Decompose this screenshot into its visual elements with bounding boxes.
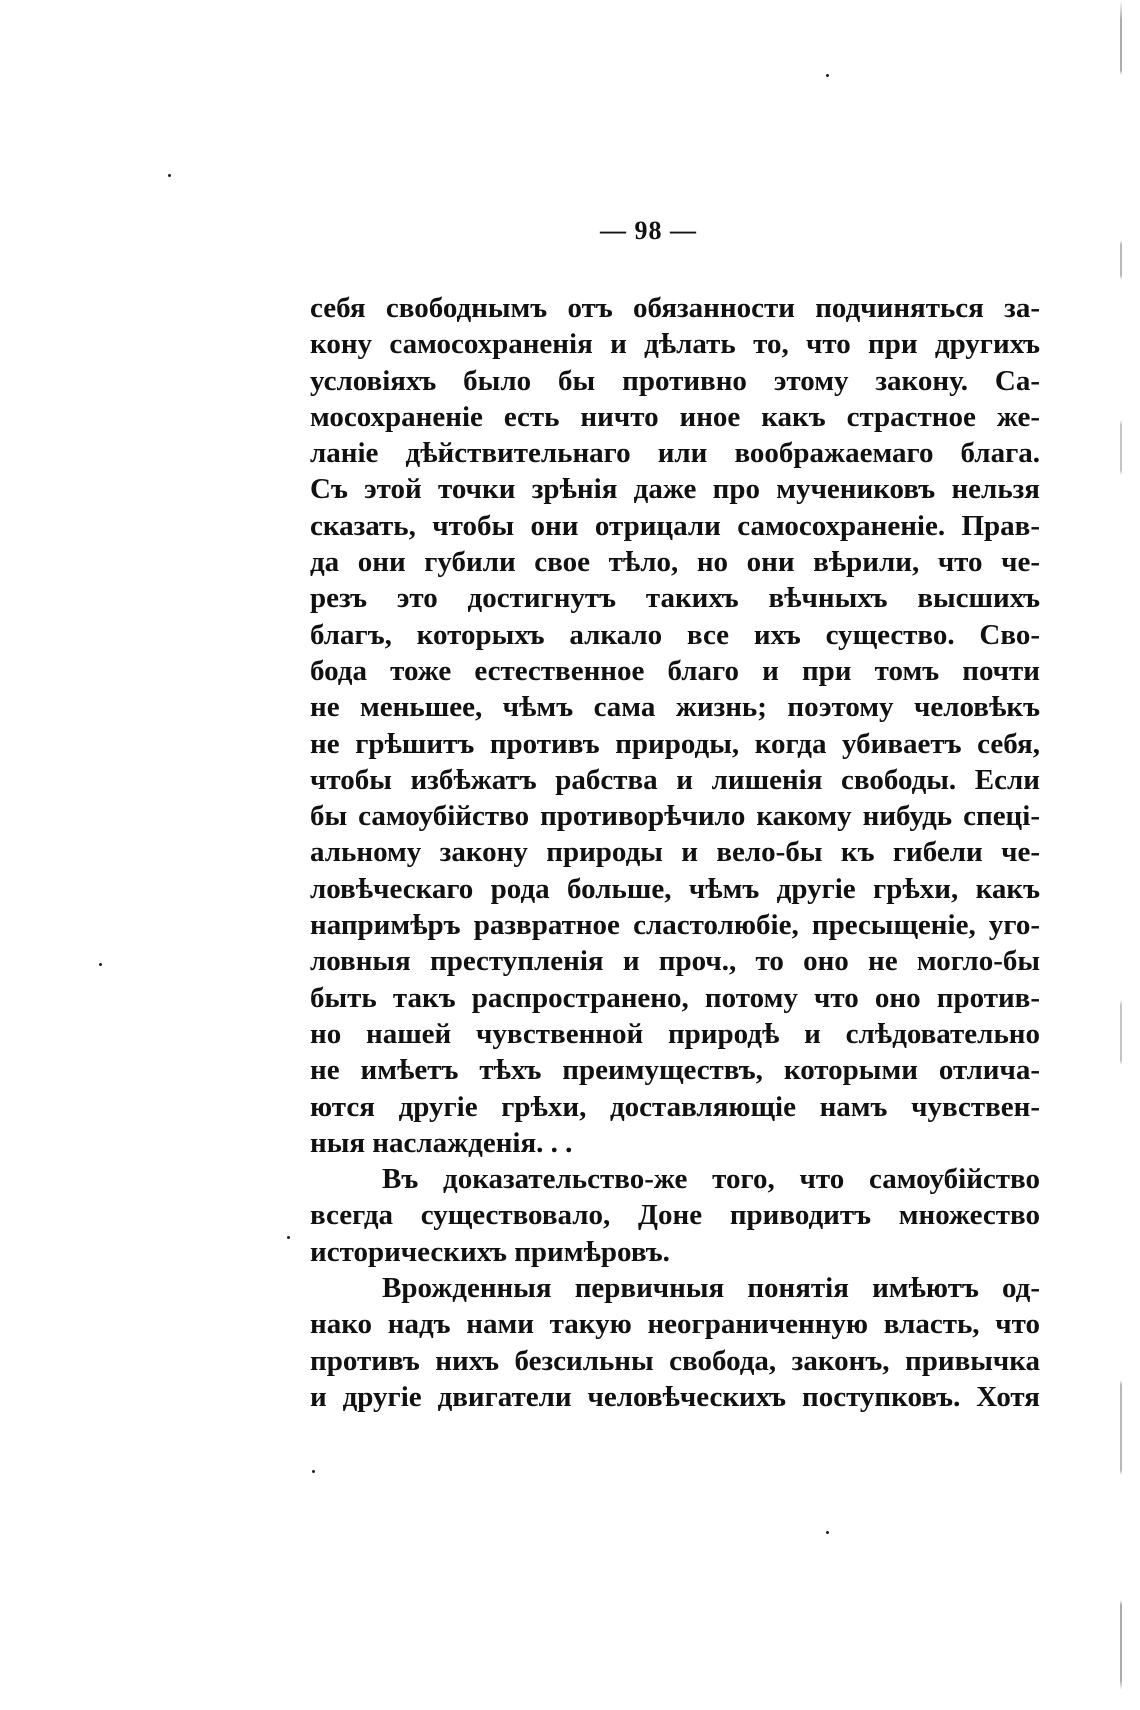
text-line: ются другіе грѣхи, доставляющіе намъ чувствен-: [310, 1090, 1040, 1123]
scan-speck: [826, 74, 829, 77]
text-line: мосохраненіе есть ничто иное какъ страстное же-: [310, 400, 1040, 433]
text-line: противъ нихъ безсильны свобода, законъ, привычка: [310, 1344, 1040, 1377]
body-text: [310, 290, 1040, 1415]
text-line: не грѣшитъ противъ природы, когда убиваетъ себя,: [310, 727, 1040, 760]
text-line: себя свободнымъ отъ обязанности подчиняться за-: [310, 292, 1040, 324]
text-line: ланіе дѣйствительнаго или воображаемаго блага.: [310, 437, 1040, 470]
text-line: и другіе двигатели человѣческихъ поступковъ. Хотя: [310, 1380, 1040, 1413]
text-line: кону самосохраненія и дѣлать то, что при другихъ: [310, 328, 1040, 361]
text-line: Въ доказательство-же того, что самоубійство: [382, 1163, 1040, 1196]
text-line: Съ этой точки зрѣнія даже про мучениковъ нельзя: [310, 473, 1040, 506]
text-line: историческихъ примѣровъ.: [310, 1235, 670, 1268]
text-line: бы самоубійство противорѣчило какому нибудь спеці-: [310, 800, 1040, 833]
text-line: ныя наслажденія. . .: [310, 1126, 573, 1159]
text-line: но нашей чувственной природѣ и слѣдовательно: [310, 1017, 1040, 1050]
page-number: — 98 —: [600, 216, 697, 245]
text-line: бода тоже естественное благо и при томъ почти: [310, 654, 1040, 687]
scan-speck: [312, 1470, 315, 1473]
text-line: альному закону природы и вело-бы къ гибели че-: [310, 836, 1040, 869]
text-line: чтобы избѣжатъ рабства и лишенія свободы. Если: [310, 763, 1040, 796]
text-line: сказать, чтобы они отрицали самосохраненіе. Прав-: [310, 509, 1040, 542]
scan-speck: [168, 174, 171, 177]
text-line: напримѣръ развратное сластолюбіе, пресыщеніе, уго-: [310, 909, 1040, 942]
scan-speck: [287, 1236, 290, 1239]
text-line: ловныя преступленія и проч., то оно не могло-бы: [310, 945, 1040, 978]
scan-edge-line: [1120, 0, 1122, 1710]
text-line: ловѣческаго рода больше, чѣмъ другіе грѣхи, какъ: [310, 872, 1040, 905]
text-line: быть такъ распространено, потому что оно против-: [310, 981, 1040, 1014]
text-line: благъ, которыхъ алкало все ихъ существо. Сво-: [310, 618, 1040, 651]
text-line: условіяхъ было бы противно этому закону. Са-: [310, 364, 1040, 397]
text-line: не меньшее, чѣмъ сама жизнь; поэтому человѣкъ: [310, 691, 1040, 724]
text-line: не имѣетъ тѣхъ преимуществъ, которыми отлича-: [310, 1054, 1040, 1087]
scan-speck: [826, 1531, 829, 1534]
text-line: Врожденныя первичныя понятія имѣютъ од-: [382, 1272, 1040, 1305]
text-line: резъ это достигнутъ такихъ вѣчныхъ высшихъ: [310, 582, 1040, 615]
text-line: да они губили свое тѣло, но они вѣрили, что че-: [310, 546, 1040, 579]
text-line: всегда существовало, Доне приводитъ множество: [310, 1199, 1040, 1232]
text-line: нако надъ нами такую неограниченную власть, что: [310, 1308, 1040, 1341]
scan-speck: [99, 963, 102, 966]
